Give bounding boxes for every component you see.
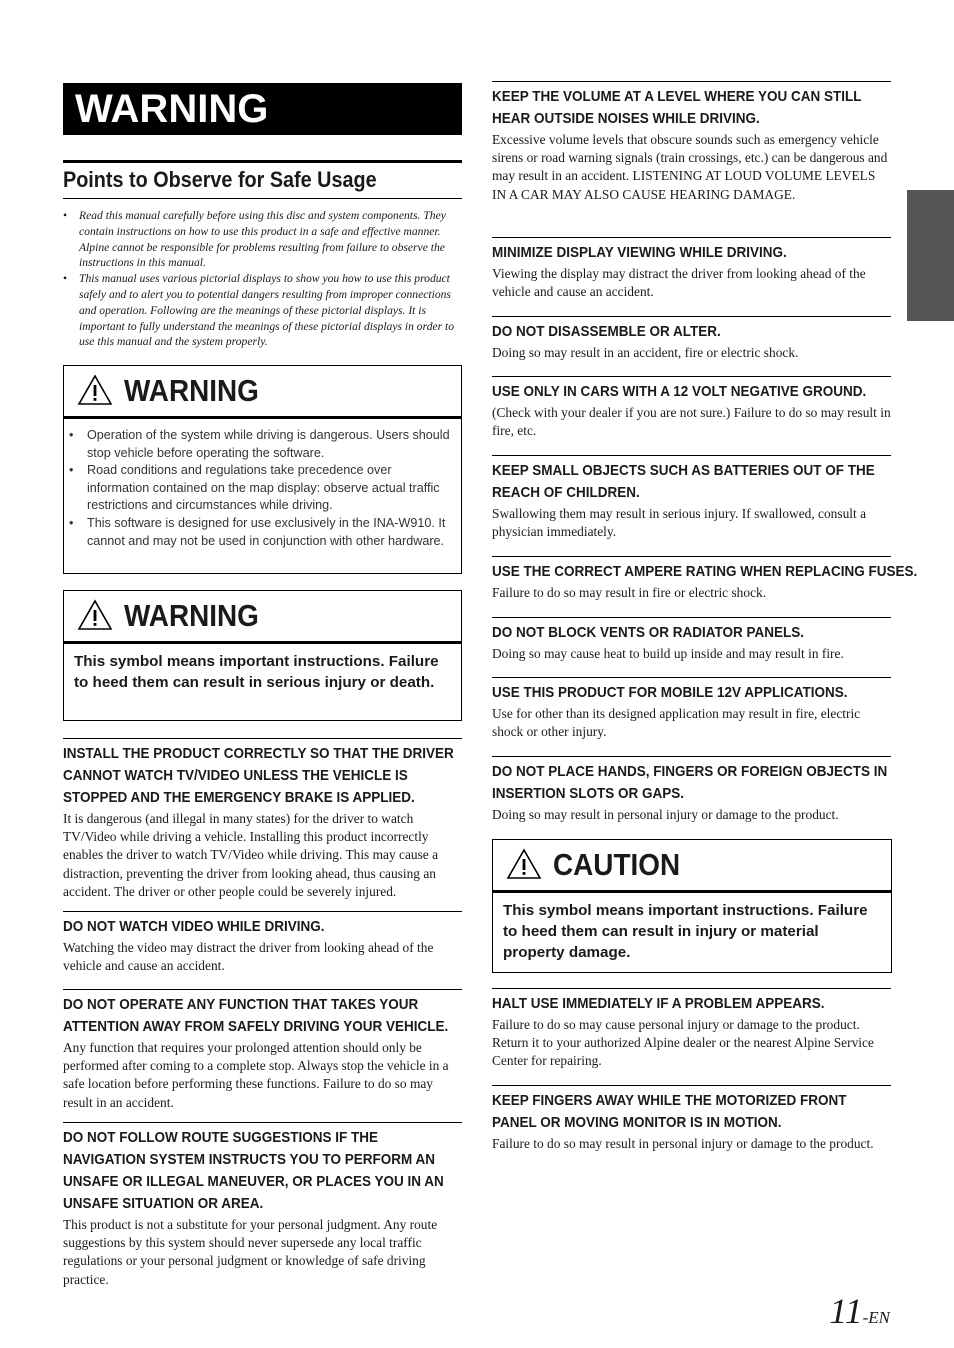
section-body: (Check with your dealer if you are not sure.) Failure to do so may result in fire, etc. — [492, 405, 891, 439]
section-body: It is dangerous (and illegal in many states) for the driver to watch TV/Video while driving a vehicle. Installing this product incorrectly enables the driver to watch TV/Video while driving. This may cause a distraction, preventing the driver from looking ahead, thus causing an accident. The driver or other people could be severely injured. — [63, 811, 439, 899]
caution-box — [492, 839, 892, 973]
section-heading: INSTALL THE PRODUCT CORRECTLY SO THAT THE DRIVER CANNOT WATCH TV/VIDEO UNLESS THE VEHICLE IS STOPPED AND THE EMERGENCY BRAKE IS APPLIED. — [63, 745, 454, 806]
section-body: Doing so may result in an accident, fire or electric shock. — [492, 345, 799, 360]
caution-box-text: This symbol means important instructions. Failure to heed them can result in injury or material property damage. — [503, 902, 868, 961]
section-heading: MINIMIZE DISPLAY VIEWING WHILE DRIVING. — [492, 244, 787, 261]
caution-box-header — [493, 840, 891, 893]
section-vents — [492, 617, 891, 663]
section-heading: DO NOT FOLLOW ROUTE SUGGESTIONS IF THE NAVIGATION SYSTEM INSTRUCTS YOU TO PERFORM AN UNSAFE OR ILLEGAL MANEUVER, OR PLACES YOU IN AN UNSAFE SITUATION OR AREA. — [63, 1129, 444, 1212]
warning-item: • This software is designed for use exclusively in the INA-W910. It cannot and may not be used in conjunction with other hardware. — [64, 515, 453, 550]
section-heading: DO NOT OPERATE ANY FUNCTION THAT TAKES YOUR ATTENTION AWAY FROM SAFELY DRIVING YOUR VEHICLE. — [63, 996, 449, 1035]
section-halt-use — [492, 988, 891, 1071]
section-body: Use for other than its designed application may result in fire, electric shock or other injury. — [492, 706, 861, 740]
warning-box-symbol — [63, 590, 462, 721]
section-body: Failure to do so may cause personal injury or damage to the product. Return it to your authorized Alpine dealer or the nearest Alpine Service Center for repairing. — [492, 1017, 874, 1069]
section-motorized-panel — [492, 1085, 891, 1153]
section-heading: HALT USE IMMEDIATELY IF A PROBLEM APPEARS. — [492, 995, 825, 1012]
page-number-suffix: -EN — [862, 1308, 890, 1327]
section-mobile-12v — [492, 677, 891, 741]
section-heading: DO NOT DISASSEMBLE OR ALTER. — [492, 323, 721, 340]
section-heading: DO NOT WATCH VIDEO WHILE DRIVING. — [63, 918, 325, 935]
section-heading: USE THIS PRODUCT FOR MOBILE 12V APPLICATIONS. — [492, 684, 848, 701]
section-heading: DO NOT BLOCK VENTS OR RADIATOR PANELS. — [492, 624, 805, 641]
section-route-suggestions — [63, 1122, 462, 1289]
section-heading: KEEP THE VOLUME AT A LEVEL WHERE YOU CAN STILL HEAR OUTSIDE NOISES WHILE DRIVING. — [492, 88, 862, 127]
page-number-value: 11 — [829, 1291, 863, 1331]
warning-box-text: This symbol means important instructions. Failure to heed them can result in serious injury or death. — [74, 653, 439, 691]
section-fuses — [492, 556, 918, 602]
intro-item: • Read this manual carefully before using this disc and system components. They contain instructions on how to use this product in a safe and effective manner. Alpine cannot be responsible for problems resulting from failure to observe the instructions in this manual. — [63, 208, 462, 271]
caution-box-title: CAUTION — [553, 847, 681, 882]
section-body: Excessive volume levels that obscure sounds such as emergency vehicle sirens or road warning signals (train crossings, etc.) can be dangerous and may result in an accident. LISTENING AT LOUD VOLUME LEVELS IN A CAR MAY ALSO CAUSE HEARING DAMAGE. — [492, 132, 888, 202]
section-body: Failure to do so may result in fire or electric shock. — [492, 585, 767, 600]
section-no-distracting-function — [63, 989, 462, 1112]
section-small-objects — [492, 455, 891, 541]
section-no-video — [63, 911, 462, 975]
warning-box-title: WARNING — [124, 373, 259, 408]
section-body: Watching the video may distract the driver from looking ahead of the vehicle and cause an accident. — [63, 940, 434, 974]
section-heading: DO NOT PLACE HANDS, FINGERS OR FOREIGN OBJECTS IN INSERTION SLOTS OR GAPS. — [492, 763, 888, 802]
section-body: Doing so may result in personal injury or damage to the product. — [492, 807, 839, 822]
section-body: Failure to do so may result in personal injury or damage to the product. — [492, 1136, 874, 1151]
section-body: Any function that requires your prolonged attention should only be performed after coming to a complete stop. Always stop the vehicle in a safe location before performing these functions. Failure to do so may result in an accident. — [63, 1040, 449, 1110]
page-number — [829, 1290, 890, 1332]
section-negative-ground — [492, 376, 891, 440]
section-heading: USE THE CORRECT AMPERE RATING WHEN REPLACING FUSES. — [492, 563, 918, 580]
warning-triangle-icon — [77, 374, 113, 406]
chapter-side-tab — [907, 190, 954, 321]
warning-item: • Operation of the system while driving is dangerous. Users should stop vehicle before operating the software. — [64, 427, 453, 462]
warning-box-operation — [63, 365, 462, 574]
warning-box-list — [64, 419, 461, 558]
warning-box-header — [64, 366, 461, 419]
warning-triangle-icon — [77, 599, 113, 631]
intro-list — [63, 208, 462, 350]
intro-item: • This manual uses various pictorial displays to show you how to use this product safely and to alert you to potential dangers resulting from improper connections and operation. Following are the meanings of these pictorial displays. It is important to fully understand the meanings of these pictorial displays in order to use this manual and the system properly. — [63, 271, 462, 350]
section-install-correctly — [63, 738, 462, 901]
section-subhead: Points to Observe for Safe Usage — [63, 160, 462, 199]
caution-triangle-icon — [506, 848, 542, 880]
section-insertion-slots — [492, 756, 891, 824]
section-minimize-viewing — [492, 237, 891, 301]
warning-box-title: WARNING — [124, 598, 259, 633]
section-body: This product is not a substitute for your personal judgment. Any route suggestions by this system should never supersede any local traffic regulations or your personal judgment or knowledge of safe driving practice. — [63, 1217, 438, 1287]
section-body: Viewing the display may distract the driver from looking ahead of the vehicle and cause an accident. — [492, 266, 866, 300]
warning-box-header — [64, 591, 461, 644]
section-body: Doing so may cause heat to build up inside and may result in fire. — [492, 646, 844, 661]
section-no-disassemble — [492, 316, 891, 362]
section-heading: KEEP SMALL OBJECTS SUCH AS BATTERIES OUT OF THE REACH OF CHILDREN. — [492, 462, 875, 501]
warning-item: • Road conditions and regulations take precedence over information contained on the map display: observe actual traffic restrictions and circumstances while driving. — [64, 462, 453, 515]
page-banner-title: WARNING — [63, 83, 462, 135]
section-heading: KEEP FINGERS AWAY WHILE THE MOTORIZED FRONT PANEL OR MOVING MONITOR IS IN MOTION. — [492, 1092, 847, 1131]
section-body: Swallowing them may result in serious injury. If swallowed, consult a physician immediately. — [492, 506, 867, 540]
section-heading: USE ONLY IN CARS WITH A 12 VOLT NEGATIVE GROUND. — [492, 383, 867, 400]
section-volume-level — [492, 81, 891, 204]
